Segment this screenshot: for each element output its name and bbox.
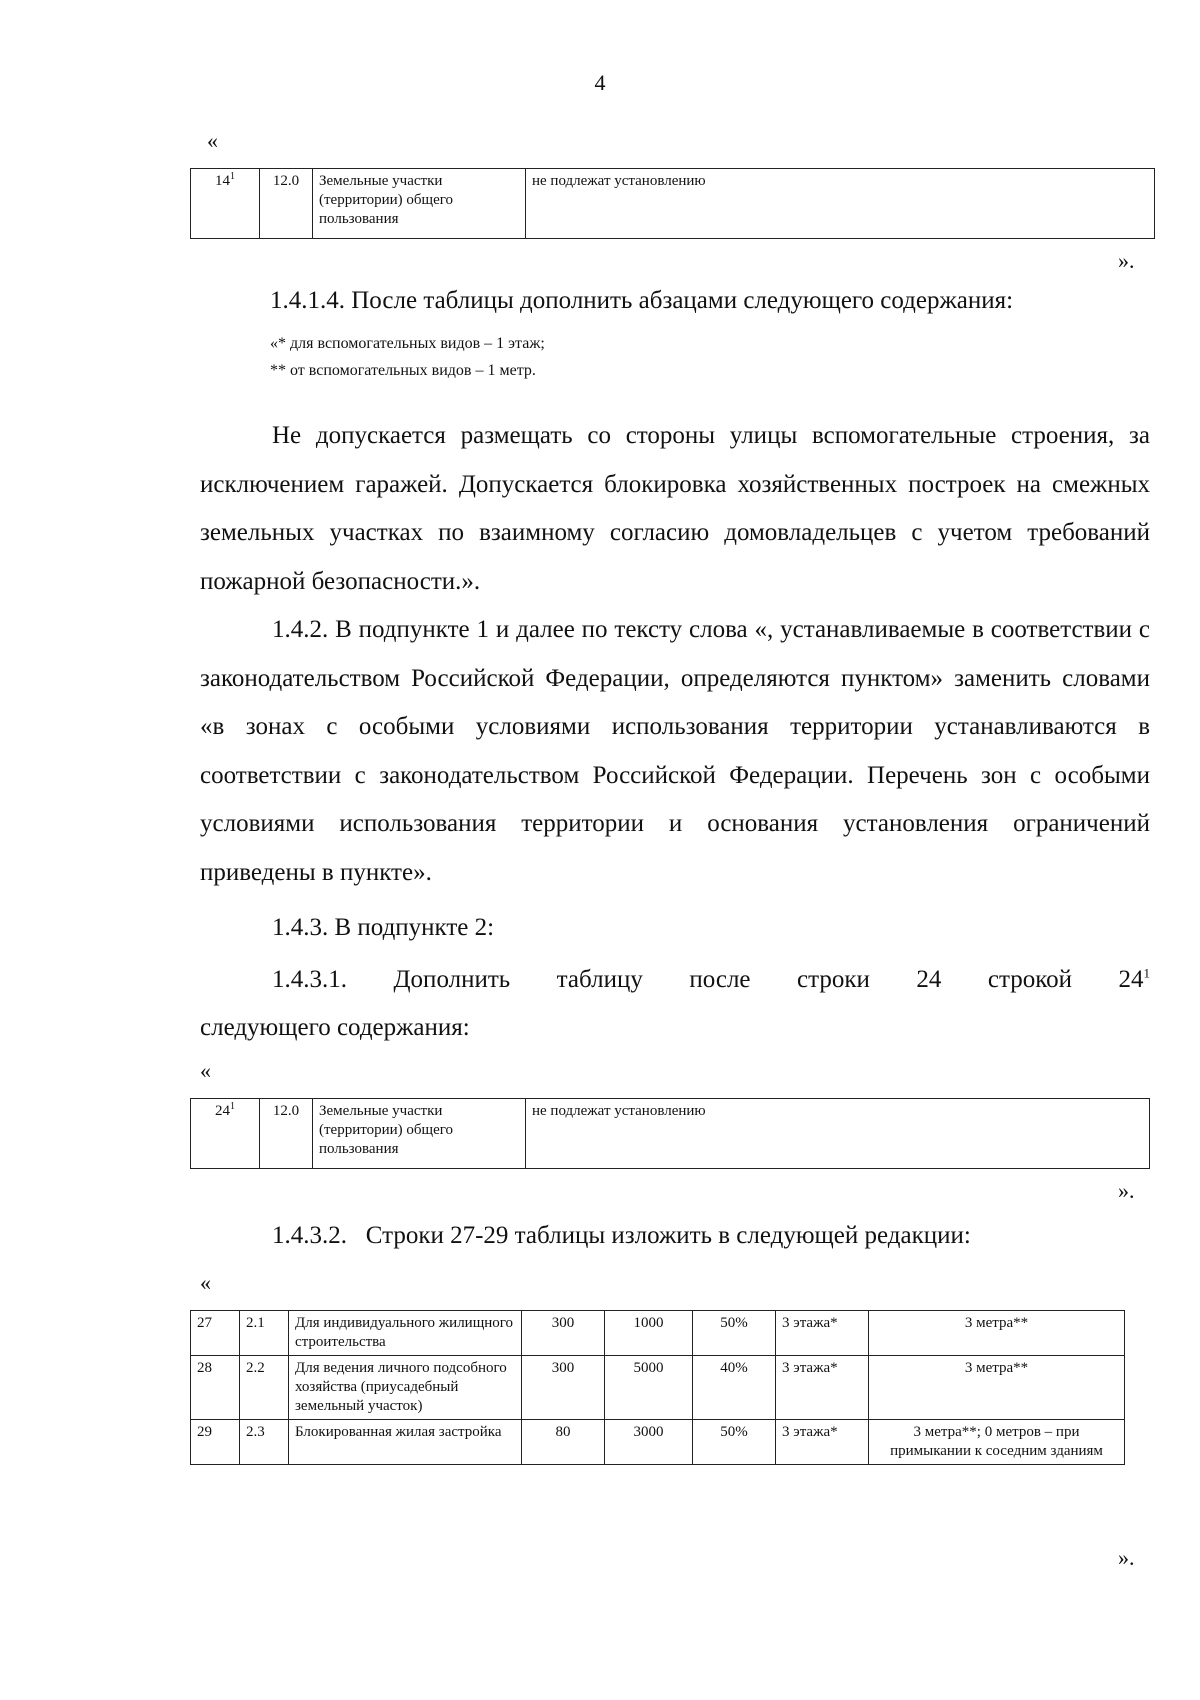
section-heading-1-4-1-4: 1.4.1.4. После таблицы дополнить абзацами следующего содержания: [270,287,1014,314]
row-value: не подлежат установлению [526,1099,1150,1169]
max-area: 1000 [605,1311,693,1356]
table-rows-27-29 [190,1310,1125,1465]
open-quote: « [200,1270,211,1295]
row-code: 2.2 [240,1356,289,1420]
section-heading-1-4-3-1: 1.4.3.1. Дополнить таблицу после строки 24 строкой $24^1$ [272,965,1150,993]
min-area: 300 [522,1356,605,1420]
min-area: 300 [522,1311,605,1356]
close-quote: ». [1118,1545,1135,1570]
table-row [191,1356,1125,1420]
max-area: 5000 [605,1356,693,1420]
section-heading-1-4-3: 1.4.3. В подпункте 2: [272,914,495,941]
setback: 3 метра**; 0 метров – при примыкании к соседним зданиям [869,1420,1125,1465]
page-number: 4 [594,70,606,95]
table-row-24-1 [190,1098,1150,1169]
coverage-percent: 50% [693,1311,776,1356]
footnote-1: «* для вспомогательных видов – 1 этаж; [270,335,545,352]
row-name: Для ведения личного подсобного хозяйства (приусадебный земельный участок) [289,1356,522,1420]
max-area: 3000 [605,1420,693,1465]
row-name: Земельные участки (территории) общего пользования [313,169,526,239]
max-floors: 3 этажа* [776,1311,869,1356]
coverage-percent: 40% [693,1356,776,1420]
table-row [191,1311,1125,1356]
paragraph-1-4-2: 1.4.2. В подпункте 1 и далее по тексту слова «, устанавливаемые в соответствии с законодательством Российской Федерации, определяются пунктом» заменить словами «в зонах с особыми условиями использования территории устанавливаются в соответствии с законодательством Российской Федерации. Перечень зон с особыми условиями использования территории и основания установления ограничений приведены в пункте». [200,616,1150,886]
max-floors: 3 этажа* [776,1420,869,1465]
min-area: 80 [522,1420,605,1465]
max-floors: 3 этажа* [776,1356,869,1420]
row-code: 2.1 [240,1311,289,1356]
open-quote: « [200,1058,211,1083]
footnote-2: ** от вспомогательных видов – 1 метр. [270,362,536,379]
row-number: 28 [191,1356,240,1420]
close-quote: ». [1118,1178,1135,1203]
row-code: 12.0 [260,169,313,239]
row-number: $24^1$ [191,1099,260,1169]
setback: 3 метра** [869,1311,1125,1356]
table-row-14-1 [190,168,1155,239]
close-quote: ». [1118,248,1135,273]
row-number: 29 [191,1420,240,1465]
row-name: Блокированная жилая застройка [289,1420,522,1465]
coverage-percent: 50% [693,1420,776,1465]
paragraph-placement-rules: Не допускается размещать со стороны улицы вспомогательные строения, за исключением гаражей. Допускается блокировка хозяйственных построек на смежных земельных участках по взаимному согласию домовладельцев с учетом требований пожарной безопасности.». [200,422,1150,595]
row-code: 12.0 [260,1099,313,1169]
row-name: Земельные участки (территории) общего пользования [313,1099,526,1169]
open-quote: « [207,128,218,153]
table-row [191,1420,1125,1465]
section-heading-1-4-3-2: 1.4.3.2. Строки 27-29 таблицы изложить в следующей редакции: [272,1222,971,1249]
row-name: Для индивидуального жилищного строительства [289,1311,522,1356]
row-number: $14^1$ [191,169,260,239]
section-1-4-3-1-tail: следующего содержания: [200,1014,470,1041]
row-code: 2.3 [240,1420,289,1465]
setback: 3 метра** [869,1356,1125,1420]
row-value: не подлежат установлению [526,169,1155,239]
row-number: 27 [191,1311,240,1356]
